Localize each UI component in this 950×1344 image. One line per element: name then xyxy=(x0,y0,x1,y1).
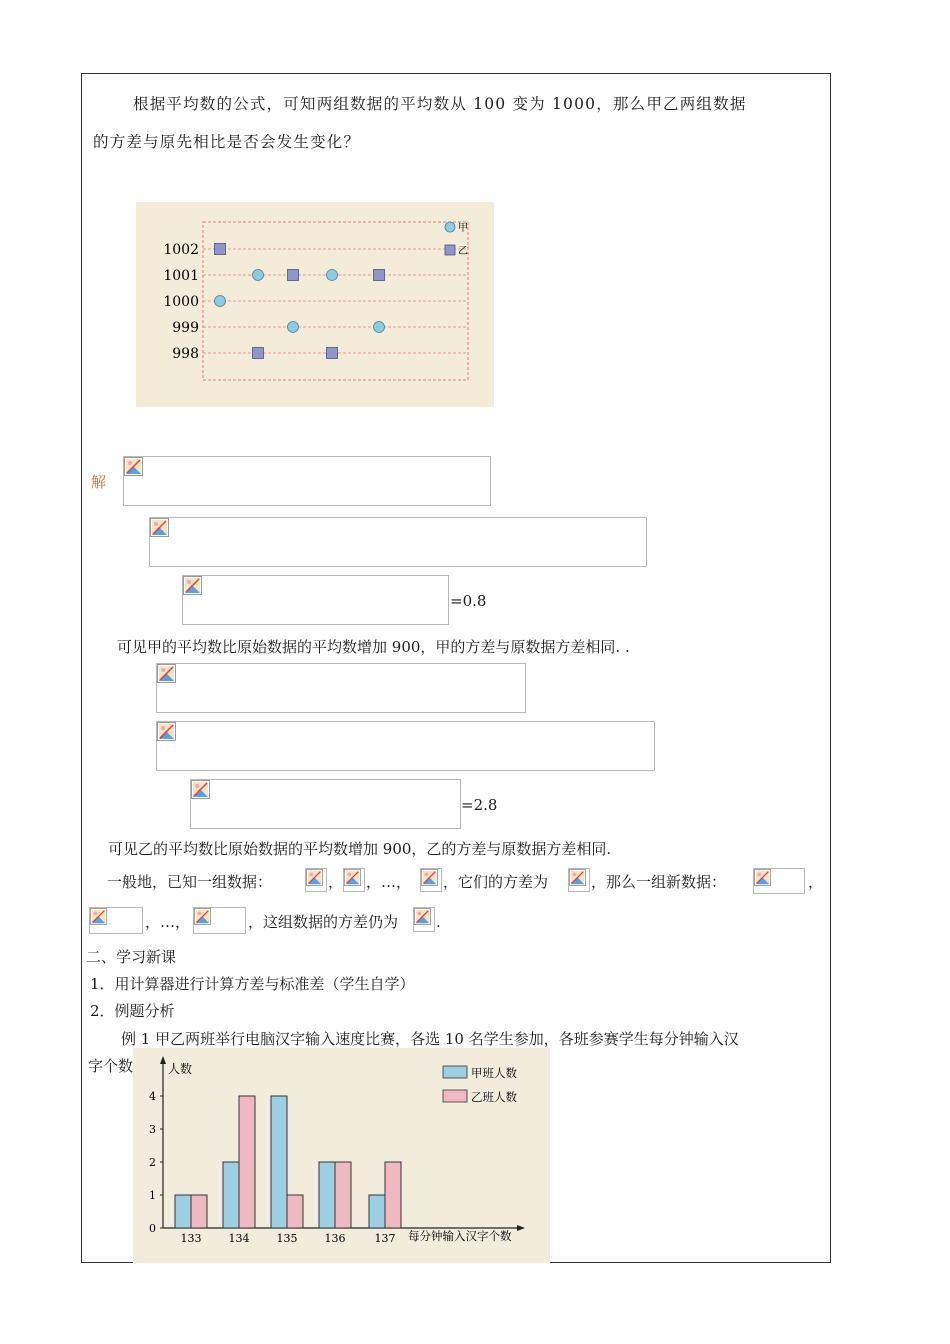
scatter-chart-svg xyxy=(136,202,494,407)
bar-yi xyxy=(287,1195,303,1228)
legend-jia-text: 甲班人数 xyxy=(471,1066,517,1080)
jia-conclusion: 可见甲的平均数比原始数据的平均数增加 900，甲的方差与原数据方差相同. . xyxy=(117,638,630,656)
data-x2-image xyxy=(343,868,365,892)
broken-image-icon xyxy=(191,780,210,799)
data-xn-image xyxy=(420,868,442,892)
variance-symbol-image-2 xyxy=(413,907,435,932)
example-line-2: 字个数 xyxy=(88,1057,134,1075)
broken-image-icon xyxy=(194,908,211,925)
scatter-point-yi xyxy=(374,270,385,281)
bar-legend xyxy=(443,1066,517,1104)
broken-image-icon xyxy=(344,869,361,886)
equation-image-3 xyxy=(182,575,449,625)
new-data-1-image xyxy=(753,868,805,894)
legend-jia-marker xyxy=(445,222,455,232)
ellipsis-1: ，…， xyxy=(366,873,412,891)
variance-symbol-image xyxy=(568,868,590,892)
bar-x-tick-label: 133 xyxy=(180,1232,202,1245)
bar-x-tick-label: 137 xyxy=(374,1232,396,1245)
period: . xyxy=(436,913,441,931)
scatter-legend xyxy=(445,222,468,257)
equation-image-2 xyxy=(149,517,647,567)
broken-image-icon xyxy=(421,869,438,886)
legend-jia-swatch xyxy=(443,1066,467,1078)
general-text-a: 一般地，已知一组数据： xyxy=(107,873,273,891)
scatter-point-yi xyxy=(288,270,299,281)
bar-x-tick-label: 136 xyxy=(324,1232,346,1245)
scatter-point-jia xyxy=(253,270,264,281)
scatter-point-jia xyxy=(327,270,338,281)
broken-image-icon xyxy=(414,908,431,925)
legend-yi-marker xyxy=(445,245,455,255)
bar-jia xyxy=(223,1162,239,1228)
bar-chart-svg xyxy=(133,1048,550,1263)
bar-jia xyxy=(271,1096,287,1228)
scatter-y-tick-label: 1002 xyxy=(163,242,199,258)
section-title: 二、学习新课 xyxy=(86,948,177,966)
x-axis-arrow xyxy=(517,1225,525,1231)
scatter-point-jia xyxy=(374,322,385,333)
broken-image-icon xyxy=(306,869,323,886)
yi-variance-value: =2.8 xyxy=(461,796,498,814)
equation-image-6 xyxy=(190,779,461,829)
jia-variance-value: =0.8 xyxy=(450,592,487,610)
bar-yi xyxy=(191,1195,207,1228)
scatter-point-yi xyxy=(253,348,264,359)
scatter-point-yi xyxy=(327,348,338,359)
comma-1: ， xyxy=(328,873,344,891)
scatter-point-jia xyxy=(215,296,226,307)
scatter-chart xyxy=(136,202,494,407)
y-axis-arrow xyxy=(160,1056,166,1064)
equation-image-4 xyxy=(156,663,526,713)
legend-jia-label: 甲 xyxy=(458,223,468,234)
broken-image-icon xyxy=(90,908,107,925)
comma-2: ， xyxy=(808,873,824,891)
intro-line-1: 根据平均数的公式，可知两组数据的平均数从 100 变为 1000，那么甲乙两组数据 xyxy=(133,95,747,113)
general-text-b: ，它们的方差为 xyxy=(443,873,549,891)
bar-y-tick-label: 3 xyxy=(149,1123,156,1136)
bar-jia xyxy=(369,1195,385,1228)
bar-jia xyxy=(319,1162,335,1228)
legend-yi-label: 乙 xyxy=(458,246,468,257)
x-axis-label: 每分钟输入汉字个数 xyxy=(408,1229,512,1243)
general-text-c: ，那么一组新数据： xyxy=(591,873,727,891)
bar-jia xyxy=(175,1195,191,1228)
equation-image-5 xyxy=(156,721,655,771)
data-x1-image xyxy=(305,868,327,892)
scatter-y-ticks xyxy=(163,242,199,362)
ellipsis-2: ，…， xyxy=(145,913,191,931)
bar-y-tick-label: 4 xyxy=(149,1090,156,1103)
broken-image-icon xyxy=(124,457,143,476)
bar-x-tick-label: 134 xyxy=(228,1232,250,1245)
scatter-y-tick-label: 999 xyxy=(172,320,199,336)
new-data-2-image xyxy=(89,907,143,934)
section-item-2: 2．例题分析 xyxy=(90,1002,175,1020)
legend-yi-text: 乙班人数 xyxy=(471,1090,517,1104)
bar-chart xyxy=(133,1048,550,1263)
bar-y-tick-label: 0 xyxy=(149,1222,156,1235)
solution-label: 解 xyxy=(91,473,107,491)
bar-yi xyxy=(335,1162,351,1228)
bar-yi xyxy=(385,1162,401,1228)
broken-image-icon xyxy=(183,576,202,595)
bar-x-ticks xyxy=(181,1232,396,1245)
broken-image-icon xyxy=(157,664,176,683)
section-item-1: 1．用计算器进行计算方差与标准差（学生自学） xyxy=(90,975,415,993)
bar-y-tick-label: 1 xyxy=(149,1189,156,1202)
y-axis-label: 人数 xyxy=(168,1062,193,1076)
scatter-y-tick-label: 998 xyxy=(172,346,199,362)
scatter-point-yi xyxy=(215,244,226,255)
new-data-n-image xyxy=(193,907,246,934)
bar-bars xyxy=(175,1096,401,1228)
scatter-gridlines xyxy=(203,249,468,353)
broken-image-icon xyxy=(754,869,771,886)
broken-image-icon xyxy=(150,518,169,537)
bar-x-tick-label: 135 xyxy=(276,1232,298,1245)
bar-y-ticks xyxy=(149,1090,163,1235)
intro-line-2: 的方差与原先相比是否会发生变化？ xyxy=(93,133,361,151)
legend-yi-swatch xyxy=(443,1090,467,1102)
general-text-d: ，这组数据的方差仍为 xyxy=(248,913,399,931)
yi-conclusion: 可见乙的平均数比原始数据的平均数增加 900，乙的方差与原数据方差相同. xyxy=(108,840,612,858)
example-line-1: 例 1 甲乙两班举行电脑汉字输入速度比赛，各选 10 名学生参加，各班参赛学生每分钟输入汉 xyxy=(121,1030,739,1048)
broken-image-icon xyxy=(157,722,176,741)
broken-image-icon xyxy=(569,869,586,886)
bar-y-tick-label: 2 xyxy=(149,1156,156,1169)
bar-yi xyxy=(239,1096,255,1228)
scatter-y-tick-label: 1001 xyxy=(163,268,199,284)
scatter-y-tick-label: 1000 xyxy=(163,294,199,310)
equation-image-1 xyxy=(123,456,491,506)
scatter-point-jia xyxy=(288,322,299,333)
